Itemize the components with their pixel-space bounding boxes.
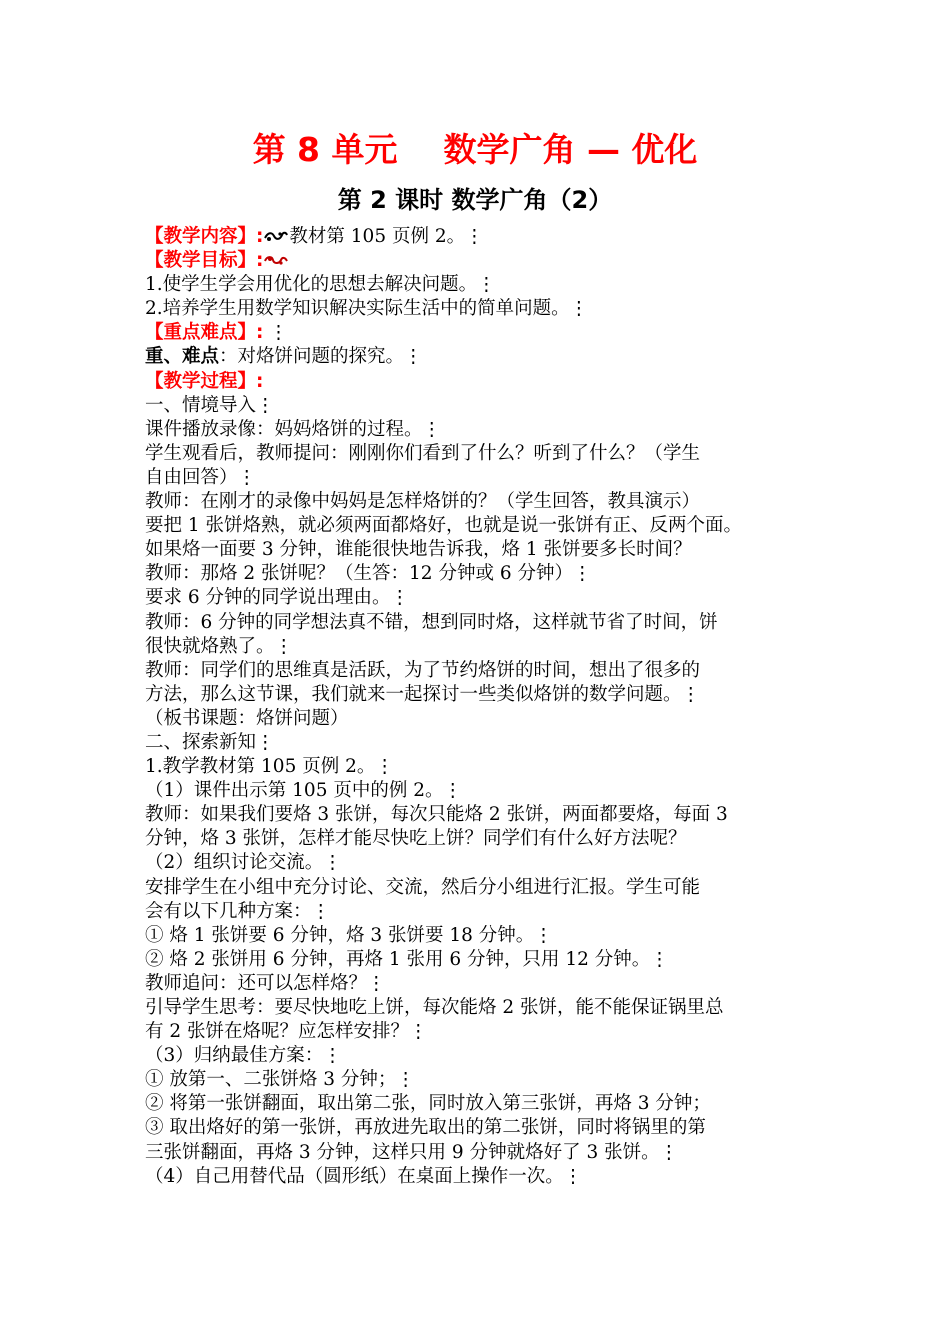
text-line: 自由回答）⋮ [145, 466, 257, 488]
key-heading-line [145, 321, 825, 345]
text-line: 教师追问：还可以怎样烙？⋮ [145, 972, 386, 994]
text-line: 二、探索新知⋮ [145, 731, 275, 753]
text-line: ① 放第一、二张饼烙 3 分钟；⋮ [145, 1069, 415, 1091]
process-heading-line [145, 370, 825, 394]
text-line: 教师：同学们的思维真是活跃，为了节约烙饼的时间，想出了很多的 [145, 659, 701, 681]
text-line: 引导学生思考：要尽快地吃上饼，每次能烙 2 张饼，能不能保证锅里总 [145, 997, 724, 1018]
text-line: 教师：那烙 2 张饼呢？（生答：12 分钟或 6 分钟）⋮ [145, 563, 592, 585]
key-text: ：对烙饼问题的探究。⋮ [219, 346, 423, 368]
goal-item-1: 1.使学生学会用优化的思想去解决问题。⋮ [145, 274, 496, 296]
key-line [145, 345, 825, 369]
text-line: （板书课题：烙饼问题） [145, 707, 349, 729]
text-line: ② 将第一张饼翻面，取出第二张，同时放入第三张饼，再烙 3 分钟； [145, 1093, 711, 1115]
text-line: 如果烙一面要 3 分钟，谁能很快地告诉我，烙 1 张饼要多长时间？ [145, 539, 692, 561]
text-line: 课件播放录像：妈妈烙饼的过程。⋮ [145, 418, 442, 440]
text-line: （1）课件出示第 105 页中的例 2。⋮ [145, 780, 462, 802]
key-heading-mark: ⋮ [263, 322, 288, 344]
goal-heading: 【教学目标】: [145, 250, 264, 272]
key-heading: 【重点难点】: [145, 322, 264, 344]
text-line: 三张饼翻面，再烙 3 分钟，这样只用 9 分钟就烙好了 3 张饼。⋮ [145, 1141, 679, 1163]
swirl-mark-icon [263, 229, 289, 243]
page-title: 第 8 单元 数学广角 — 优化 [252, 130, 698, 169]
text-line: 很快就烙熟了。⋮ [145, 635, 294, 657]
goal-item-2: 2.培养学生用数学知识解决实际生活中的简单问题。⋮ [145, 298, 589, 320]
text-line: （2）组织讨论交流。⋮ [145, 852, 342, 874]
content-text: 教材第 105 页例 2。⋮ [289, 226, 484, 247]
text-line: （3）归纳最佳方案：⋮ [145, 1045, 342, 1067]
text-line: 教师：如果我们要烙 3 张饼，每次只能烙 2 张饼，两面都要烙，每面 3 [145, 804, 728, 826]
text-line: （4）自己用替代品（圆形纸）在桌面上操作一次。⋮ [145, 1165, 583, 1187]
text-line: 学生观看后，教师提问：刚刚你们看到了什么？听到了什么？（学生 [145, 442, 701, 464]
swirl-mark-icon [263, 253, 289, 267]
text-line: 方法，那么这节课，我们就来一起探讨一些类似烙饼的数学问题。⋮ [145, 683, 701, 705]
text-line: ③ 取出烙好的第一张饼，再放进先取出的第二张饼，同时将锅里的第 [145, 1117, 706, 1139]
text-line: 教师：6 分钟的同学想法真不错，想到同时烙，这样就节省了时间，饼 [145, 611, 718, 633]
text-line: 要求 6 分钟的同学说出理由。⋮ [145, 587, 410, 609]
text-line: 一、情境导入⋮ [145, 394, 275, 416]
process-heading: 【教学过程】: [145, 370, 264, 392]
text-line: 分钟，烙 3 张饼，怎样才能尽快吃上饼？同学们有什么好方法呢？ [145, 828, 687, 850]
text-line: 会有以下几种方案：⋮ [145, 900, 331, 922]
text-line: 安排学生在小组中充分讨论、交流，然后分小组进行汇报。学生可能 [145, 876, 701, 898]
document-body [145, 225, 825, 1189]
key-label: 重、难点 [145, 346, 220, 368]
text-line: 要把 1 张饼烙熟，就必须两面都烙好，也就是说一张饼有正、反两个面。 [145, 515, 743, 537]
text-line: 1.教学教材第 105 页例 2。⋮ [145, 756, 394, 778]
content-line [145, 225, 825, 249]
text-line: ② 烙 2 张饼用 6 分钟，再烙 1 张用 6 分钟，只用 12 分钟。⋮ [145, 948, 669, 970]
content-heading: 【教学内容】: [145, 226, 264, 247]
text-line: 有 2 张饼在烙呢？应怎样安排？⋮ [145, 1021, 428, 1043]
goal-heading-line [145, 249, 825, 273]
page-subtitle: 第 2 课时 数学广角（2） [337, 186, 613, 214]
text-line: ① 烙 1 张饼要 6 分钟，烙 3 张饼要 18 分钟。⋮ [145, 924, 553, 946]
text-line: 教师：在刚才的录像中妈妈是怎样烙饼的？（学生回答，教具演示） [145, 491, 701, 513]
